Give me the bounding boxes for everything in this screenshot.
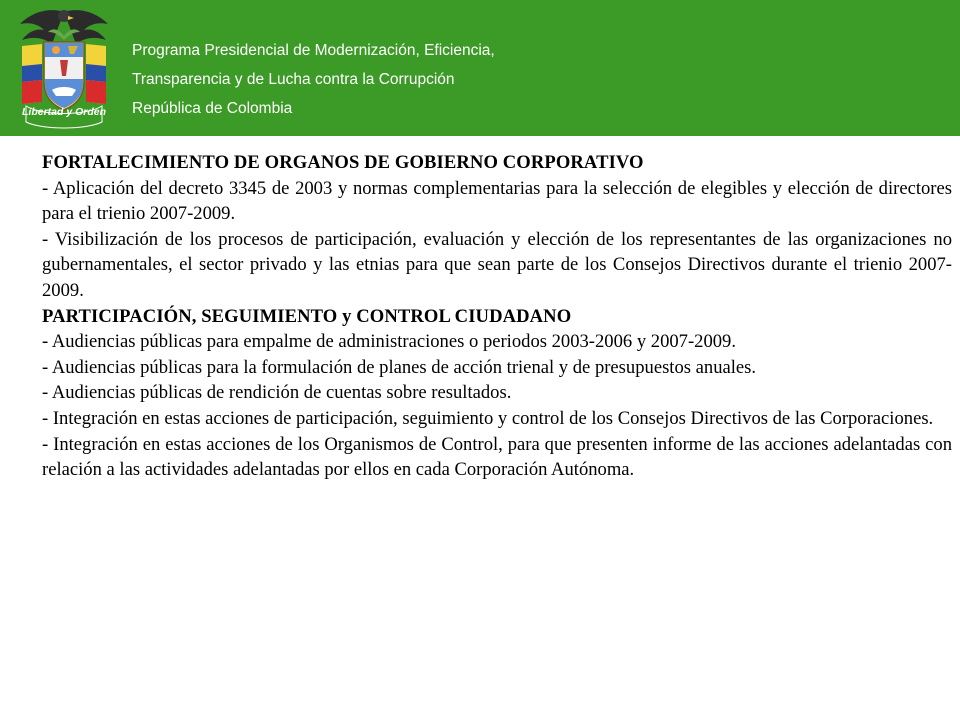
list-item: - Aplicación del decreto 3345 de 2003 y normas complementarias para la selección de elegibles y elección de directores para el trienio 2007-2009. [42, 177, 952, 225]
section-title-fortalecimiento: FORTALECIMIENTO DE ORGANOS DE GOBIERNO CORPORATIVO [42, 152, 644, 173]
list-item: - Integración en estas acciones de participación, seguimiento y control de los Consejos Directivos de las Corporaciones. [42, 407, 934, 429]
list-item: - Audiencias públicas para la formulación de planes de acción trienal y de presupuestos anuales. [42, 356, 757, 378]
header-line-country: República de Colombia [132, 100, 293, 117]
header-text [132, 36, 495, 123]
header-line-program: Programa Presidencial de Modernización, Eficiencia, [132, 42, 495, 59]
list-item: - Audiencias públicas para empalme de administraciones o periodos 2003-2006 y 2007-2009. [42, 331, 736, 353]
header-bar [0, 0, 960, 136]
list-item: - Visibilización de los procesos de participación, evaluación y elección de los representantes de las organizaciones no gubernamentales, el sector privado y las etnias para que sean parte de los Consejos Directivos durante el trienio 2007-2009. [42, 228, 952, 301]
list-item: - Integración en estas acciones de los Organismos de Control, para que presenten informe de las acciones adelantadas con relación a las actividades adelantadas por ellos en cada Corporación Autónoma. [42, 433, 952, 481]
section-title-participacion: PARTICIPACIÓN, SEGUIMIENTO y CONTROL CIUDADANO [42, 305, 572, 327]
logo-motto: Libertad y Orden [21, 106, 106, 118]
slide-content [42, 150, 952, 483]
list-item: - Audiencias públicas de rendición de cuentas sobre resultados. [42, 382, 512, 404]
header-line-transparency: Transparencia y de Lucha contra la Corrupción [132, 71, 455, 88]
